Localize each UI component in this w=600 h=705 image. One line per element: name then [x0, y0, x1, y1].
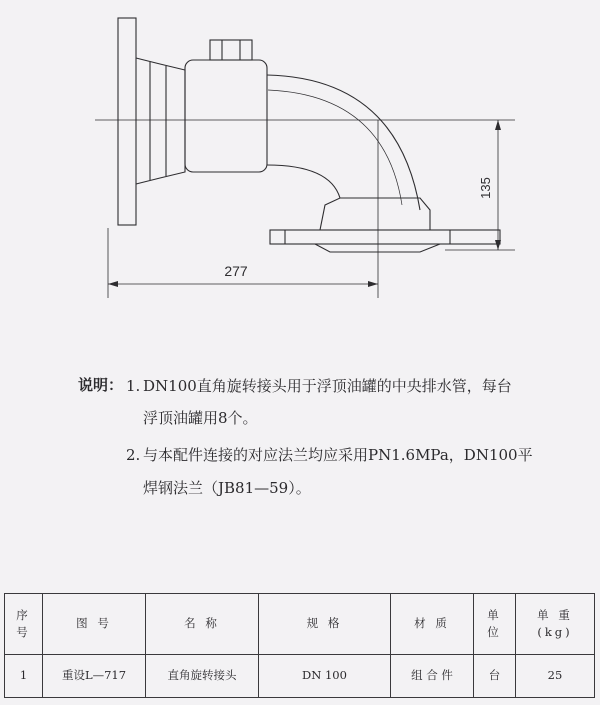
header-unit-weight: 单 重 (kg): [516, 594, 595, 655]
header-spec: 规 格: [259, 594, 391, 655]
table-row: [5, 655, 595, 698]
left-flange: [118, 18, 136, 225]
cell-seq: 1: [5, 655, 43, 698]
header-name: 名 称: [146, 594, 259, 655]
note-2-number: 2.: [126, 446, 141, 464]
cell-unit-weight: 25: [516, 655, 595, 698]
elbow-inner: [267, 165, 340, 198]
dim-horizontal-label: 277: [224, 263, 248, 279]
cell-material: 组 合 件: [391, 655, 474, 698]
note-2-line-2: 焊钢法兰（JB81—59）。: [143, 479, 311, 497]
cell-spec: DN 100: [259, 655, 391, 698]
cell-drawing-no: 重设L—717: [43, 655, 146, 698]
header-drawing-no: 图 号: [43, 594, 146, 655]
reducer-neck: [136, 58, 185, 184]
notes-label: 说明：: [78, 376, 124, 394]
header-seq: 序 号: [5, 594, 43, 655]
header-material: 材 质: [391, 594, 474, 655]
cell-name: 直角旋转接头: [146, 655, 259, 698]
dim-vertical-label: 135: [478, 177, 493, 199]
cell-unit: 台: [474, 655, 516, 698]
header-unit: 单 位: [474, 594, 516, 655]
elbow-outer: [267, 75, 420, 210]
bottom-flange: [270, 230, 500, 244]
note-1-line-2: 浮顶油罐用8个。: [143, 409, 258, 427]
table-header-row: [5, 594, 595, 655]
note-2-line-1: 与本配件连接的对应法兰均应采用PN1.6MPa，DN100平: [143, 446, 533, 464]
swivel-body: [185, 60, 267, 172]
note-1-line-1: DN100直角旋转接头用于浮顶油罐的中央排水管，每台: [143, 377, 512, 395]
note-1-number: 1.: [126, 377, 141, 395]
parts-table: [4, 593, 595, 698]
top-nut: [210, 40, 252, 60]
